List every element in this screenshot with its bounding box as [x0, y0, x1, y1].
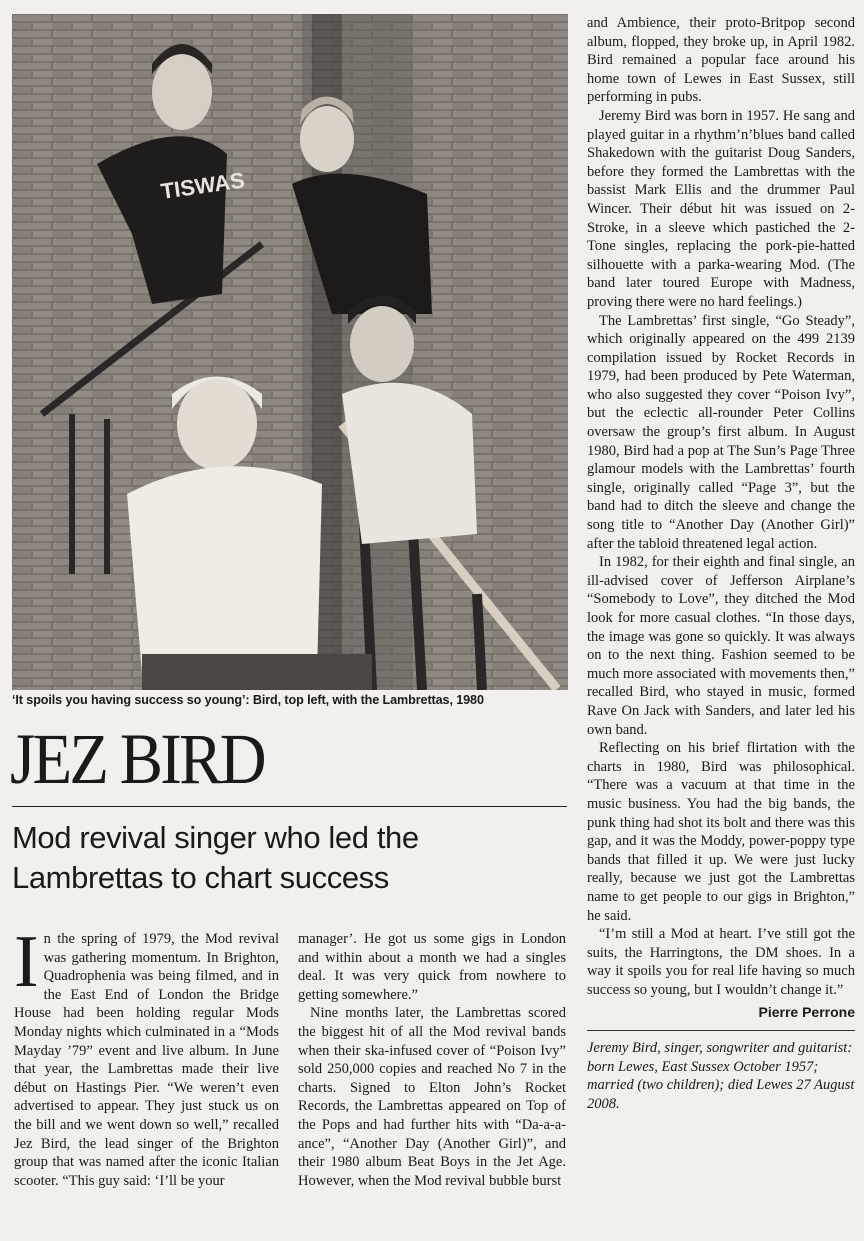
headline-rule: [12, 806, 567, 807]
headline: JEZ BIRD: [10, 719, 264, 799]
subhead-line-2: Lambrettas to chart success: [12, 860, 389, 895]
paragraph: Jeremy Bird was born in 1957. He sang and played guitar in a rhythm’n’blues band called Shakedown with the guitarist Doug Sanders, before they formed the Lambrettas with the bassist Mark Ellis and the drummer Paul Wincer. Their début hit was issued on 2-Stroke, in a sleeve which pastiched the 2-Tone singles, replacing the pork-pie-hatted silhouette with a parka-wearing Mod. (The band later toured Europe with Madness, proving there were no hard feelings.): [587, 107, 855, 310]
paragraph: and Ambience, their proto-Britpop second album, flopped, they broke up, in April 1982. Bird remained a popular face around his home town of Lewes in East Sussex, still performing in pubs.: [587, 15, 855, 106]
band-photo-illustration: [12, 14, 568, 690]
paragraph: “I’m still a Mod at heart. I’ve still got the suits, the Harringtons, the DM shoes. In a way it spoils you for real life having so much success so young, but I wouldn’t change it.”: [587, 926, 855, 998]
body-column-2: [298, 930, 566, 1190]
subhead-line-1: Mod revival singer who led the: [12, 820, 419, 855]
photo-caption: ‘It spoils you having success so young’: Bird, top left, with the Lambrettas, 1980: [12, 693, 484, 707]
paragraph: [14, 921, 279, 1190]
subhead: [12, 818, 567, 898]
drop-cap: I: [14, 921, 39, 1003]
shirt-text: TISWAS: [159, 167, 247, 204]
paragraph-text: n the spring of 1979, the Mod revival was gathering momentum. In Brighton, Quadrophenia was being filmed, and in the East End of London the Bridge House had been holding regular Mods Monday nights which culminated in a “Mods Mayday ’79” event and live album. In June that year, the Lambrettas made their live début on Hastings Pier. “We weren’t even advertised to appear. They just stuck us on the bill and we went down so well,” recalled Jez Bird, the lead singer of the Brighton group that was named after the iconic Italian scooter. “This guy said: ‘I’ll be your: [14, 931, 279, 1189]
body-column-3: [587, 14, 855, 1113]
body-column-1: [14, 921, 279, 1190]
byline: Pierre Perrone: [758, 1004, 855, 1021]
paragraph: The Lambrettas’ first single, “Go Steady”, which originally appeared on the 499 2139 compilation issued by Rocket Records in 1979, had been produced by Pete Waterman, who also suggested they cover “Poison Ivy”, but the eclectic all-rounder Peter Collins oversaw the group’s first album. In August 1980, Bird had a pop at The Sun’s Page Three glamour models with the Lambrettas’ fourth single, originally called “Page 3”, but the band had to ditch the sleeve and change the song title to “Another Day (Another Girl)” after the tabloid threatened legal action.: [587, 312, 855, 552]
bio-note: Jeremy Bird, singer, songwriter and guitarist: born Lewes, East Sussex October 1957; married (two children); died Lewes 27 August 2008.: [587, 1040, 855, 1112]
paragraph: manager’. He got us some gigs in London and within about a month we had a singles deal. It was very quick from nowhere to getting somewhere.”: [298, 931, 566, 1003]
paragraph: Reflecting on his brief flirtation with the charts in 1980, Bird was philosophical. “There was a vacuum at that time in the music business. You had the big bands, the punk thing had shot its bolt and there was this gap, and it was the Moddy, power-poppy type bands that filled it up. We were just lucky really, because we just got the Lambrettas name to get people to our gigs in Brighton,” he said.: [587, 740, 855, 924]
paragraph: In 1982, for their eighth and final single, an ill-advised cover of Jefferson Airplane’s “Somebody to Love”, they ditched the Mod look for more casual clothes. “In those days, the image was gone so quickly. It was always on to the next thing. Fashion seemed to be much more associated with movements then,” recalled Bird, who stayed in music, formed Rave On Jack with Sanders, and later led his own band.: [587, 554, 855, 738]
paragraph: Nine months later, the Lambrettas scored the biggest hit of all the Mod revival bands when their ska-infused cover of “Poison Ivy” sold 250,000 copies and reached No 7 in the charts. Signed to Elton John’s Rocket Records, the Lambrettas appeared on Top of the Pops and had further hits with “Da-a-a-ance”, “Another Day (Another Girl)”, and their 1980 album Beat Boys in the Jet Age. However, when the Mod revival bubble burst: [298, 1005, 566, 1189]
band-photo: [12, 14, 568, 690]
bio-divider: [587, 1030, 855, 1031]
